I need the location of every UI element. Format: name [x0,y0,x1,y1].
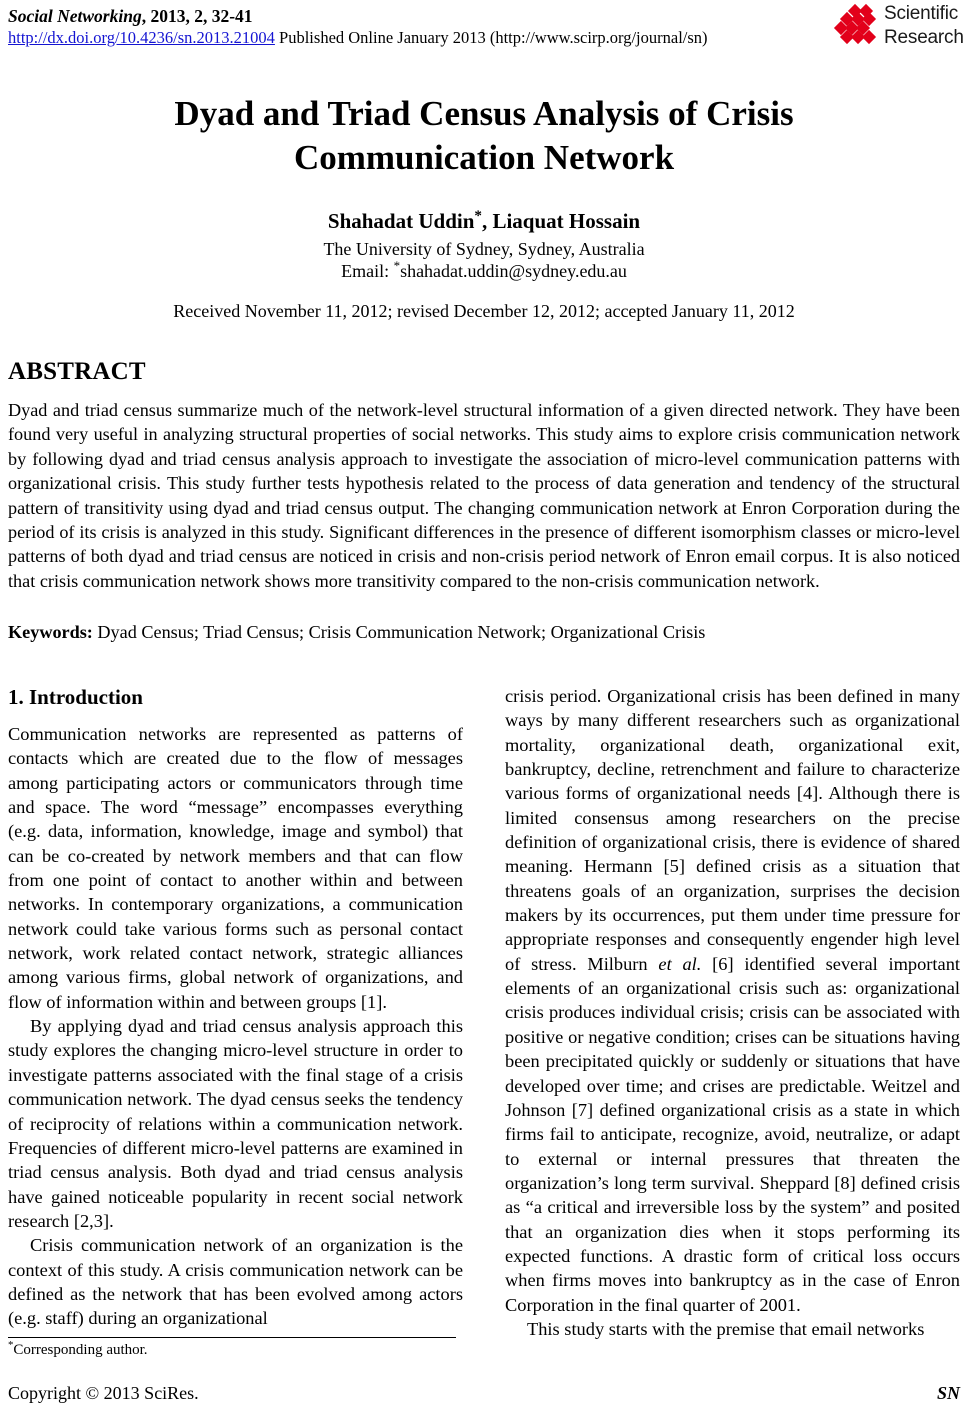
paragraph: Communication networks are represented as patterns of contacts which are created due to the flow of messages among participating actors or communicators through time and space. The word “message” encompasses everything (e.g. data, information, knowledge, image and symbol) that can be co-created by network members and that can flow from one point of contact to another within and between networks. In contemporary organizations, a communication network could take various forms such as personal contact network, work related contact network, strategic alliances among various firms, global network of organizations, and flow of information within and between groups [1]. [8,724,463,1012]
author-list [84,208,884,234]
body-column-left [8,684,463,1331]
submission-dates: Received November 11, 2012; revised December 12, 2012; accepted January 11, 2012 [173,301,795,321]
masthead-journal-line [8,6,828,26]
footnote-star-marker: * [8,1339,14,1351]
scientific-research-diamonds-icon [836,6,882,50]
email-star-marker: * [393,258,401,273]
abstract-body: Dyad and triad census summarize much of the network-level structural information of a given directed network. They have been found very useful in analyzing structural properties of social networks. This study aims to explore crisis communication network by following dyad and triad census analysis approach to investigate the association of micro-level communication patterns with organizational crisis. This study further tests hypothesis related to the process of data generation and tendency of the structural pattern of transitivity using dyad and triad census output. The changing communication network at Enron Corporation during the period of its crisis is analyzed in this study. Significant differences in the presence of different isomorphism classes or micro-level patterns of both dyad and triad census are noticed in crisis and non-crisis period network of Enron email corpus. It is also noticed that crisis communication network shows more transitivity compared to the non-crisis communication network. [8,400,960,591]
keywords-line [8,620,960,644]
paragraph: This study starts with the premise that email networks [527,1318,925,1339]
abstract-heading: ABSTRACT [8,358,146,385]
author-name-1: Shahadat Uddin [327,209,475,233]
copyright-notice: Copyright © 2013 SciRes. [8,1383,199,1403]
corresponding-author-marker: * [474,208,482,224]
doi-link[interactable]: http://dx.doi.org/10.4236/sn.2013.21004 [8,28,275,47]
keywords-value: Dyad Census; Triad Census; Crisis Communication Network; Organizational Crisis [92,622,706,642]
journal-abbreviation: SN [936,1383,960,1403]
page-title: Dyad and Triad Census Analysis of Crisis Communication Network [174,94,794,177]
footnote-block [8,1337,463,1360]
email-label: Email: [341,261,394,281]
footnote-label: Corresponding author. [13,1342,148,1358]
section-heading-introduction: 1. Introduction [8,685,143,709]
paragraph [505,684,960,1317]
publisher-name-line2: Research [884,27,964,48]
publisher-logo [836,2,966,54]
journal-name: Social Networking [8,6,142,26]
author-affiliation: The University of Sydney, Sydney, Australia [323,239,645,259]
publication-info: Published Online January 2013 (http://www.scirp.org/journal/sn) [274,28,708,47]
body-column-right [505,684,960,1341]
paragraph-text-part1: crisis period. Organizational crisis has been defined in many ways by many different researchers such as organizational mortality, organizational death, organizational exit, bankruptcy, decline, retrenchment and failure to characterize various forms of organizational needs [4]. Although there is limited consensus among researchers on the precise definition of organizational crisis, there is evidence of shared meaning. Hermann [5] defined crisis as a situation that threatens goals of an organization, surprises the decision makers by its occurrences, put them under time pressure for appropriate responses and consequently engender high level of stress. Milburn [505,686,960,974]
masthead [8,6,828,48]
paragraph: Crisis communication network of an organization is the context of this study. A crisis communication network can be defined as the network that has been evolved among actors (e.g. staff) during an organizational [8,1235,463,1329]
publisher-name-line1: Scientific [884,3,959,24]
author-name-2: , Liaquat Hossain [481,209,641,233]
masthead-doi-line [8,28,828,48]
paragraph-text-part2: [6] identified several important elements of an organizational crisis such as: organizational crisis produces individual crisis; crisis can be associated with positive or negative condition; crises can be situations having been precipitated quickly or suddenly or situations that have developed over time; and crises are predictable. Weitzel and Johnson [7] defined organizational crisis as a state in which firms fail to anticipate, recognize, avoid, neutralize, or adapt to external or internal pressures that threaten the organization’s long term survival. Sheppard [8] defined crisis as “a critical and irreversible loss by the system” and posited that an organization dies when it stops performing its expected functions. A drastic form of critical loss occurs when firms moves into bankruptcy as in the case of Enron Corporation in the final quarter of 2001. [505,953,961,1315]
keywords-label: Keywords: [8,622,93,642]
paragraph: By applying dyad and triad census analysis approach this study explores the changing micro-level structure in order to investigate patterns associated with the final stage of a crisis communication network. The dyad census seeks the tendency of reciprocity of relations within a communication network. Frequencies of different micro-level patterns are examined in triad census analysis. Both dyad and triad census analysis have gained noticeable popularity in recent social network research [2,3]. [8,1016,463,1231]
publisher-logo-text [884,2,964,50]
footnote-divider [8,1337,456,1338]
footnote-text [8,1341,463,1360]
email-address: shahadat.uddin@sydney.edu.au [400,261,627,281]
issue-info: , 2013, 2, 32-41 [141,6,253,26]
author-email-line [84,260,884,283]
paragraph-text-italic: et al. [658,953,702,974]
